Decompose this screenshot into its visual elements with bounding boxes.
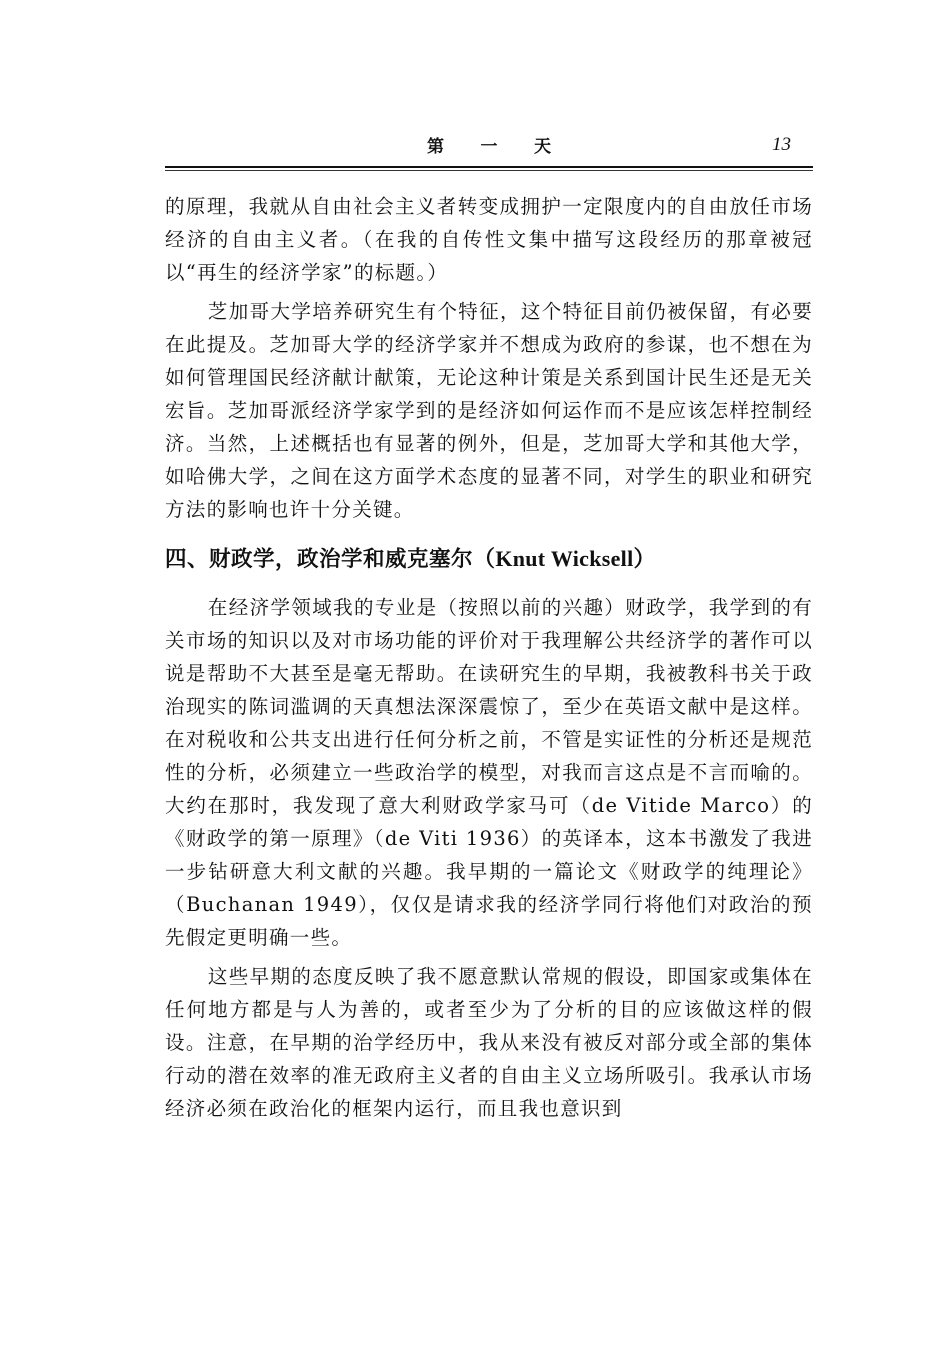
chapter-title: 第 一 天	[426, 137, 567, 157]
section-heading-latin: （Knut Wicksell）	[473, 546, 656, 571]
header-rule-thick	[165, 166, 813, 168]
paragraph-early-attitudes: 这些早期的态度反映了我不愿意默认常规的假设，即国家或集体在任何地方都是与人为善的，或者至少为了分析的目的应该做这样的假设。注意，在早期的治学经历中，我从来没有被反对部分或全部的集体行动的潜在效率的准无政府主义者的自由主义立场所吸引。我承认市场经济必须在政治化的框架内运行，而且我也意识到	[165, 965, 813, 1120]
body-text	[165, 190, 813, 1125]
section-heading-chinese: 四、财政学，政治学和威克塞尔	[165, 547, 474, 572]
section-heading	[165, 542, 813, 577]
paragraph-public-finance: 在经济学领域我的专业是（按照以前的兴趣）财政学，我学到的有关市场的知识以及对市场功能的评价对于我理解公共经济学的著作可以说是帮助不大甚至是毫无帮助。在读研究生的早期，我被教科书关于政治现实的陈词滥调的天真想法深深震惊了，至少在英语文献中是这样。在对税收和公共支出进行任何分析之前，不管是实证性的分析还是规范性的分析，必须建立一些政治学的模型，对我而言这点是不言而喻的。大约在那时，我发现了意大利财政学家马可（de Vitide Marco）的《财政学的第一原理》（de Viti 1936）的英译本，这本书激发了我进一步钻研意大利文献的兴趣。我早期的一篇论文《财政学的纯理论》（Buchanan 1949），仅仅是请求我的经济学同行将他们对政治的预先假定更明确一些。	[165, 596, 813, 949]
paragraph-chicago-training: 芝加哥大学培养研究生有个特征，这个特征目前仍被保留，有必要在此提及。芝加哥大学的经济学家并不想成为政府的参谋，也不想在为如何管理国民经济献计献策，无论这种计策是关系到国计民生还是无关宏旨。芝加哥派经济学家学到的是经济如何运作而不是应该怎样控制经济。当然，上述概括也有显著的例外，但是，芝加哥大学和其他大学，如哈佛大学，之间在这方面学术态度的显著不同，对学生的职业和研究方法的影响也许十分关键。	[165, 300, 813, 521]
paragraph-continued: 的原理，我就从自由社会主义者转变成拥护一定限度内的自由放任市场经济的自由主义者。（在我的自传性文集中描写这段经历的那章被冠以“再生的经济学家”的标题。）	[165, 195, 813, 284]
header-rule-thin	[165, 170, 813, 171]
page-number: 13	[772, 134, 791, 155]
book-page	[165, 130, 813, 1131]
running-head	[165, 130, 813, 168]
